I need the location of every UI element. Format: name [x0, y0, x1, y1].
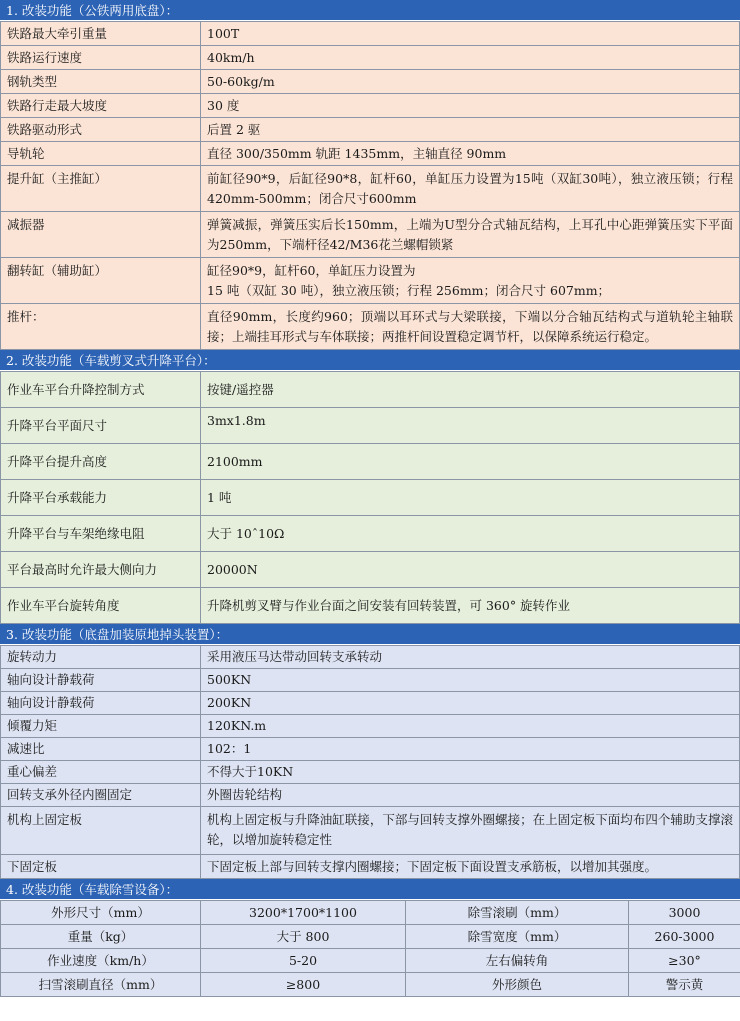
row-value: 后置 2 驱	[201, 118, 740, 142]
row-value: 40km/h	[201, 46, 740, 70]
table-row	[1, 166, 740, 212]
row-value: 3mx1.8m	[201, 408, 740, 444]
row-label: 升降平台与车架绝缘电阻	[1, 516, 201, 552]
table-row	[1, 142, 740, 166]
row-value: 下固定板上部与回转支撑内圈螺接；下固定板下面设置支承筋板，以增加其强度。	[201, 855, 740, 879]
row-label: 作业车平台旋转角度	[1, 588, 201, 624]
table-row	[1, 715, 740, 738]
row-value: 升降机剪叉臂与作业台面之间安装有回转装置，可 360° 旋转作业	[201, 588, 740, 624]
cell-label: 外形尺寸（mm）	[1, 901, 201, 925]
row-label: 导轨轮	[1, 142, 201, 166]
table-row	[1, 692, 740, 715]
cell-label: 左右偏转角	[406, 949, 629, 973]
row-value	[201, 258, 740, 304]
cell-value: 大于 800	[201, 925, 406, 949]
row-label: 升降平台提升高度	[1, 444, 201, 480]
table-row	[1, 901, 740, 925]
section-2-table	[0, 371, 740, 624]
row-label: 机构上固定板	[1, 807, 201, 855]
table-row	[1, 588, 740, 624]
cell-label: 扫雪滚刷直径（mm）	[1, 973, 201, 997]
row-label: 回转支承外径内圈固定	[1, 784, 201, 807]
row-label: 升降平台平面尺寸	[1, 408, 201, 444]
cell-value: 5-20	[201, 949, 406, 973]
row-value: 1 吨	[201, 480, 740, 516]
cell-value: 3200*1700*1100	[201, 901, 406, 925]
cell-label: 除雪滚刷（mm）	[406, 901, 629, 925]
section-1-header: 1. 改装功能（公铁两用底盘）：	[0, 0, 740, 21]
section-3-table	[0, 645, 740, 879]
table-row	[1, 784, 740, 807]
cell-label: 除雪宽度（mm）	[406, 925, 629, 949]
row-label: 作业车平台升降控制方式	[1, 372, 201, 408]
table-row	[1, 516, 740, 552]
cell-value: ≥800	[201, 973, 406, 997]
table-row	[1, 761, 740, 784]
row-value: 500KN	[201, 669, 740, 692]
table-row	[1, 118, 740, 142]
section-1-table	[0, 21, 740, 350]
row-value: 外圈齿轮结构	[201, 784, 740, 807]
row-value-line-1: 缸径90*9，缸杆60，单缸压力设置为	[207, 263, 416, 278]
row-value: 30 度	[201, 94, 740, 118]
table-row	[1, 94, 740, 118]
table-row	[1, 444, 740, 480]
table-row	[1, 372, 740, 408]
row-label: 减振器	[1, 212, 201, 258]
row-label: 平台最高时允许最大侧向力	[1, 552, 201, 588]
row-label: 铁路运行速度	[1, 46, 201, 70]
table-row	[1, 212, 740, 258]
row-label: 倾覆力矩	[1, 715, 201, 738]
row-label: 钢轨类型	[1, 70, 201, 94]
table-row	[1, 925, 740, 949]
cell-value: ≥30°	[629, 949, 740, 973]
row-value: 直径90mm，长度约960；顶端以耳环式与大梁联接，下端以分合轴瓦结构式与道轨轮主轴联接；上端挂耳形式与车体联接；两推杆间设置稳定调节杆，以保障系统运行稳定。	[201, 304, 740, 350]
table-row	[1, 949, 740, 973]
cell-label: 外形颜色	[406, 973, 629, 997]
cell-label: 重量（kg）	[1, 925, 201, 949]
table-row	[1, 480, 740, 516]
row-value: 弹簧减振，弹簧压实后长150mm，上端为U型分合式轴瓦结构，上耳孔中心距弹簧压实下平面为250mm，下端杆径42/M36花兰螺帽锁紧	[201, 212, 740, 258]
row-label: 轴向设计静载荷	[1, 669, 201, 692]
row-value: 102：1	[201, 738, 740, 761]
table-row	[1, 807, 740, 855]
table-row	[1, 646, 740, 669]
table-row	[1, 855, 740, 879]
table-row	[1, 669, 740, 692]
row-label: 重心偏差	[1, 761, 201, 784]
row-label: 推杆：	[1, 304, 201, 350]
row-value: 200KN	[201, 692, 740, 715]
row-value: 20000N	[201, 552, 740, 588]
row-label: 升降平台承载能力	[1, 480, 201, 516]
row-value: 100T	[201, 22, 740, 46]
table-row	[1, 46, 740, 70]
row-value: 采用液压马达带动回转支承转动	[201, 646, 740, 669]
row-label: 铁路行走最大坡度	[1, 94, 201, 118]
row-label: 下固定板	[1, 855, 201, 879]
row-label: 提升缸（主推缸）	[1, 166, 201, 212]
table-row	[1, 738, 740, 761]
table-row	[1, 70, 740, 94]
row-label: 翻转缸（辅助缸）	[1, 258, 201, 304]
row-value: 直径 300/350mm 轨距 1435mm，主轴直径 90mm	[201, 142, 740, 166]
row-value: 按键/遥控器	[201, 372, 740, 408]
cell-value: 警示黄	[629, 973, 740, 997]
row-value-line-2: 15 吨（双缸 30 吨），独立液压锁；行程 256mm；闭合尺寸 607mm；	[207, 283, 611, 298]
row-value: 机构上固定板与升降油缸联接，下部与回转支撑外圈螺接；在上固定板下面均布四个辅助支撑滚轮，以增加旋转稳定性	[201, 807, 740, 855]
section-2-header: 2. 改装功能（车载剪叉式升降平台）：	[0, 350, 740, 371]
row-value: 120KN.m	[201, 715, 740, 738]
table-row	[1, 22, 740, 46]
row-label: 铁路最大牵引重量	[1, 22, 201, 46]
row-value: 50-60kg/m	[201, 70, 740, 94]
row-value: 前缸径90*9，后缸径90*8，缸杆60，单缸压力设置为15吨（双缸30吨），独立液压锁；行程420mm-500mm；闭合尺寸600mm	[201, 166, 740, 212]
row-label: 减速比	[1, 738, 201, 761]
table-row	[1, 552, 740, 588]
row-value: 2100mm	[201, 444, 740, 480]
table-row	[1, 304, 740, 350]
row-value: 大于 10ˆ10Ω	[201, 516, 740, 552]
row-label: 轴向设计静载荷	[1, 692, 201, 715]
row-value: 不得大于10KN	[201, 761, 740, 784]
table-row	[1, 408, 740, 444]
table-row	[1, 258, 740, 304]
cell-label: 作业速度（km/h）	[1, 949, 201, 973]
cell-value: 3000	[629, 901, 740, 925]
cell-value: 260-3000	[629, 925, 740, 949]
row-label: 旋转动力	[1, 646, 201, 669]
table-row	[1, 973, 740, 997]
row-label: 铁路驱动形式	[1, 118, 201, 142]
section-4-table	[0, 900, 740, 997]
section-3-header: 3. 改装功能（底盘加装原地掉头装置）：	[0, 624, 740, 645]
section-4-header: 4. 改装功能（车载除雪设备）：	[0, 879, 740, 900]
